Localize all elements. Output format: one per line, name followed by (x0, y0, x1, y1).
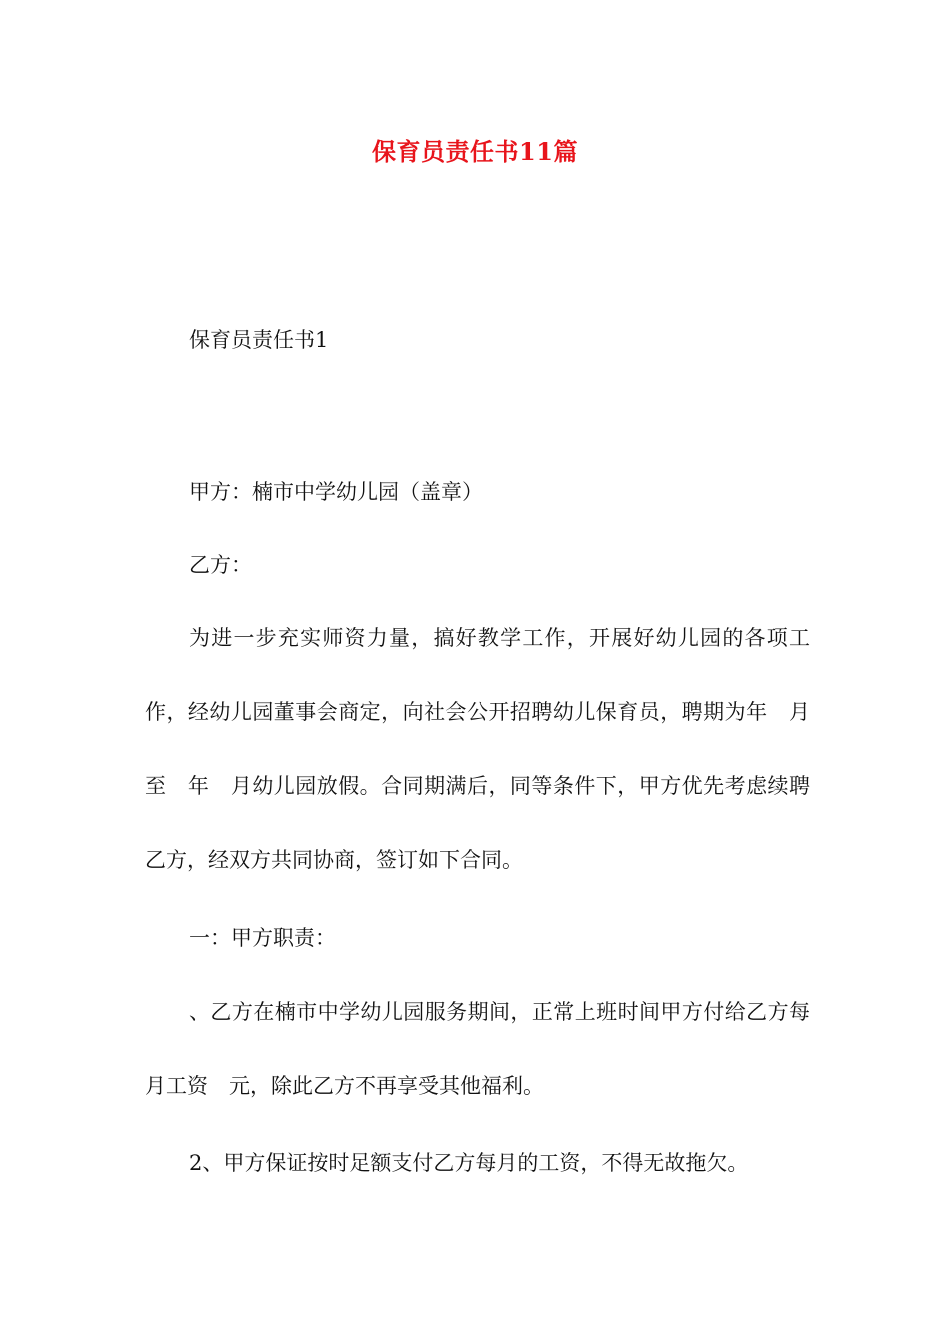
party-a-line: 甲方：楠市中学幼儿园（盖章） (189, 480, 483, 504)
document-title: 保育员责任书11篇 (372, 137, 578, 166)
section-heading: 保育员责任书1 (189, 328, 329, 352)
duties-heading: 一：甲方职责： (189, 926, 336, 950)
intro-paragraph: 为进一步充实师资力量，搞好教学工作，开展好幼儿园的各项工作，经幼儿园董事会商定，向社会公开招聘幼儿保育员，聘期为年 月至 年 月幼儿园放假。合同期满后，同等条件下，甲方优先考虑续聘乙方，经双方共同协商，签订如下合同。 (145, 626, 810, 872)
duty-item-2: 2、甲方保证按时足额支付乙方每月的工资，不得无故拖欠。 (189, 1151, 749, 1175)
duty-item-1: 、乙方在楠市中学幼儿园服务期间，正常上班时间甲方付给乙方每月工资 元，除此乙方不再享受其他福利。 (145, 1000, 810, 1098)
party-b-line: 乙方： (189, 553, 252, 577)
